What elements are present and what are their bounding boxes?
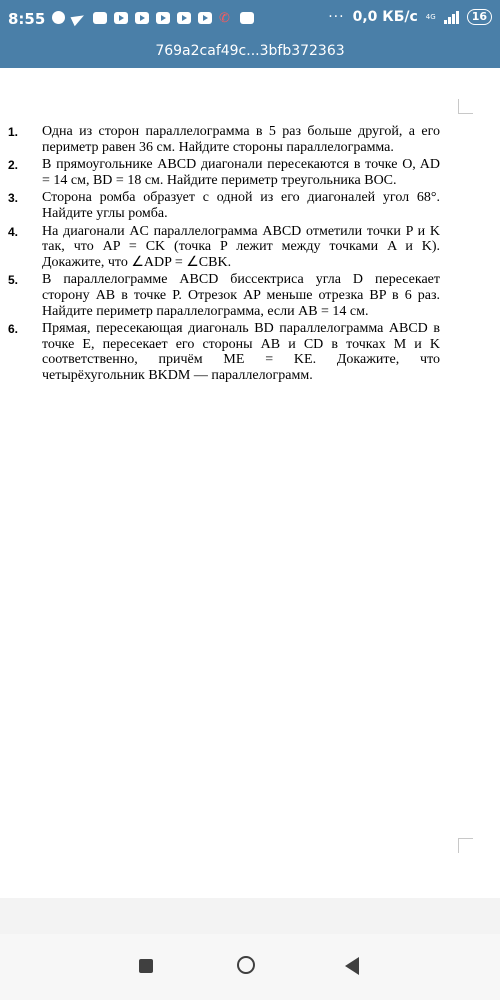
play-icon bbox=[114, 12, 128, 24]
problem-text: В прямоугольнике ABCD диагонали пересекаются в точке O, AD = 14 см, BD = 18 см. Найдите периметр треугольника BOC. bbox=[42, 157, 440, 188]
play-icon bbox=[135, 12, 149, 24]
problem-4 bbox=[8, 224, 448, 271]
navigation-bar bbox=[0, 934, 500, 1000]
back-triangle-icon[interactable] bbox=[345, 957, 359, 975]
battery-icon bbox=[467, 9, 492, 25]
problem-number: 3. bbox=[8, 191, 19, 206]
problem-number: 6. bbox=[8, 322, 19, 337]
status-right bbox=[328, 9, 492, 25]
emoji-icon bbox=[240, 12, 254, 24]
problem-number: 5. bbox=[8, 273, 19, 288]
crop-corner-bottom bbox=[458, 838, 473, 853]
home-circle-icon[interactable] bbox=[237, 956, 255, 974]
problem-2 bbox=[8, 157, 448, 188]
problem-number: 2. bbox=[8, 158, 19, 173]
signal-icon bbox=[444, 11, 459, 24]
problem-3 bbox=[8, 190, 448, 221]
battery-level: 16 bbox=[471, 10, 487, 23]
file-title-bar bbox=[0, 36, 500, 68]
problem-text: В параллелограмме ABCD биссектриса угла D пересекает сторону AB в точке P. Отрезок AP меньше отрезка BP в 6 раз. Найдите периметр параллелограмма, если AB = 14 см. bbox=[42, 272, 440, 319]
problem-5 bbox=[8, 272, 448, 319]
problem-6 bbox=[8, 321, 448, 383]
status-time: 8:55 bbox=[8, 10, 46, 28]
gamepad-icon bbox=[93, 12, 107, 24]
telegram-icon bbox=[72, 12, 86, 24]
problem-number: 4. bbox=[8, 224, 19, 239]
problem-number: 1. bbox=[8, 125, 19, 139]
status-bar bbox=[0, 0, 500, 36]
problem-text: Прямая, пересекающая диагональ BD параллелограмма ABCD в точке E, пересекает его стороны AB и CD в точках M и K соответственно, причём ME = KE. Докажите, что четырёхугольник BKDM — параллелограмм. bbox=[42, 321, 440, 383]
problem-text: Одна из сторон параллелограмма в 5 раз больше другой, а его периметр равен 36 см. Найдите стороны параллелограмма. bbox=[42, 124, 440, 155]
message-icon bbox=[52, 11, 65, 24]
play-icon bbox=[156, 12, 170, 24]
play-icon bbox=[198, 12, 212, 24]
crop-corner-top bbox=[458, 99, 473, 114]
network-speed: 0,0 КБ/с bbox=[352, 9, 418, 25]
missed-call-icon: ✆ bbox=[219, 9, 230, 25]
document-page bbox=[8, 124, 448, 384]
file-title: 769a2caf49c...3bfb372363 bbox=[155, 43, 345, 59]
bottom-panel bbox=[0, 898, 500, 934]
notification-icons bbox=[52, 11, 254, 24]
more-dots: ··· bbox=[328, 9, 345, 25]
recents-square-icon[interactable] bbox=[139, 959, 153, 973]
problem-1 bbox=[8, 124, 448, 155]
problem-text: На диагонали AC параллелограмма ABCD отметили точки P и K так, что AP = CK (точка P лежит между точками A и K). Докажите, что ∠ADP = ∠CBK. bbox=[42, 223, 440, 270]
play-icon bbox=[177, 12, 191, 24]
network-type: 4G bbox=[425, 12, 436, 21]
problem-text: Сторона ромба образует с одной из его диагоналей угол 68°. Найдите углы ромба. bbox=[42, 190, 440, 221]
